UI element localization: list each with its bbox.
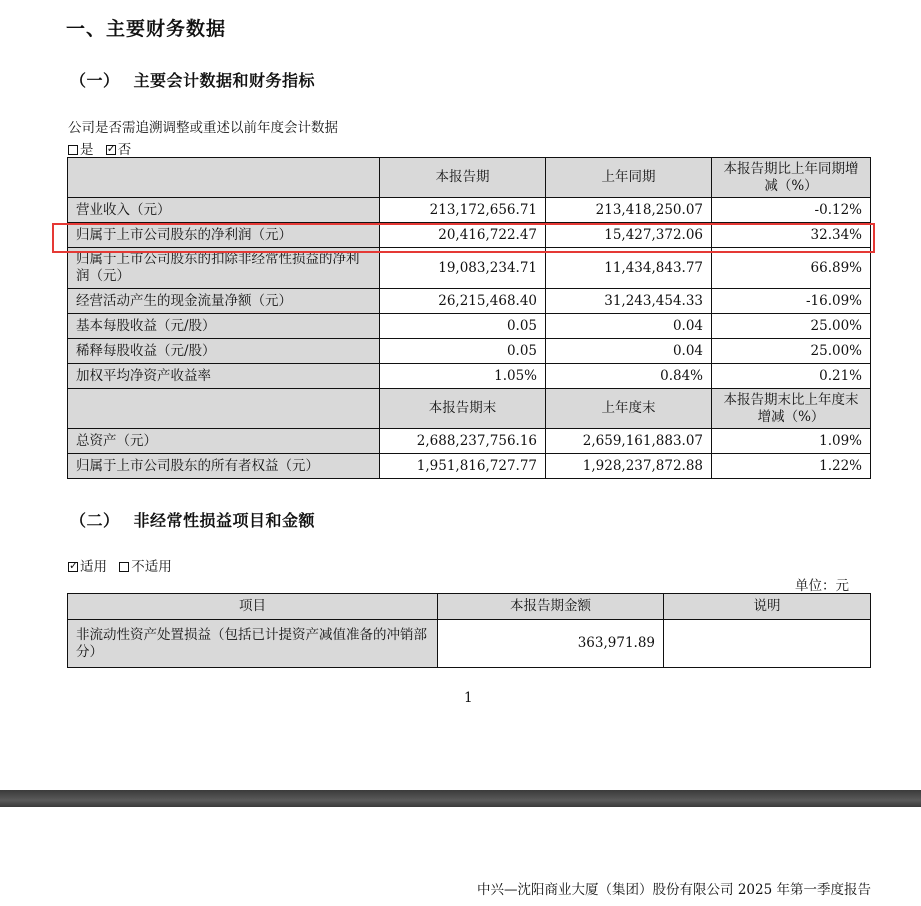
cell-change: 66.89% (712, 248, 871, 289)
cell-prior: 0.04 (546, 339, 712, 364)
row-label: 归属于上市公司股东的所有者权益（元） (68, 454, 380, 479)
applicable-label: 适用 (80, 559, 107, 575)
section-title: 一、主要财务数据 (66, 18, 227, 40)
cell-current: 0.05 (380, 314, 546, 339)
row-label: 归属于上市公司股东的净利润（元） (68, 223, 380, 248)
cell-prior: 0.04 (546, 314, 712, 339)
header-amount: 本报告期金额 (438, 594, 664, 620)
restate-no-label: 否 (117, 142, 132, 158)
cell-prior: 11,434,843.77 (546, 248, 712, 289)
cell-change: -16.09% (712, 289, 871, 314)
financial-data-table (67, 157, 871, 479)
subsection-1-number: （一） (70, 71, 120, 90)
cell-change: -0.12% (712, 198, 871, 223)
restate-yes-label: 是 (80, 142, 94, 158)
header-prior-year-end: 上年度末 (546, 389, 712, 429)
header-note: 说明 (664, 594, 871, 620)
checkbox-empty-icon[interactable] (68, 145, 78, 155)
restate-options (68, 138, 131, 158)
cell-current: 1,951,816,727.77 (380, 454, 546, 479)
header-period-end: 本报告期末 (380, 389, 546, 429)
cell-change: 32.34% (712, 223, 871, 248)
cell-note (664, 620, 871, 668)
table-header-row (68, 594, 871, 620)
cell-current: 20,416,722.47 (380, 223, 546, 248)
header-prior-period: 上年同期 (546, 158, 712, 198)
row-label: 基本每股收益（元/股） (68, 314, 380, 339)
header-change-percent: 本报告期比上年同期增减（%） (712, 158, 871, 198)
cell-current: 213,172,656.71 (380, 198, 546, 223)
cell-change: 0.21% (712, 364, 871, 389)
row-label: 总资产（元） (68, 429, 380, 454)
row-label: 经营活动产生的现金流量净额（元） (68, 289, 380, 314)
cell-change: 1.09% (712, 429, 871, 454)
subsection-1-heading (70, 68, 315, 91)
cell-current: 19,083,234.71 (380, 248, 546, 289)
table-header-row (68, 158, 871, 198)
row-label: 稀释每股收益（元/股） (68, 339, 380, 364)
cell-change: 25.00% (712, 314, 871, 339)
row-label: 归属于上市公司股东的扣除非经常性损益的净利润（元） (68, 248, 380, 289)
header-end-change-percent: 本报告期末比上年度末增减（%） (712, 389, 871, 429)
checkbox-checked-icon[interactable] (68, 562, 78, 572)
table-row (68, 248, 871, 289)
cell-prior: 31,243,454.33 (546, 289, 712, 314)
header-blank-cell (68, 389, 380, 429)
cell-change: 1.22% (712, 454, 871, 479)
cell-prior: 213,418,250.07 (546, 198, 712, 223)
subsection-2-number: （二） (70, 511, 120, 530)
table-header-row (68, 389, 871, 429)
highlight-box (52, 223, 875, 253)
checkbox-empty-icon[interactable] (119, 562, 129, 572)
table-row (68, 289, 871, 314)
cell-amount: 363,971.89 (438, 620, 664, 668)
subsection-2-heading (70, 508, 315, 531)
header-blank-cell (68, 158, 380, 198)
cell-current: 1.05% (380, 364, 546, 389)
row-label: 非流动性资产处置损益（包括已计提资产减值准备的冲销部分） (68, 620, 438, 668)
cell-prior: 1,928,237,872.88 (546, 454, 712, 479)
page-number: 1 (464, 690, 473, 706)
applicable-options (68, 555, 172, 575)
subsection-1-title: 主要会计数据和财务指标 (133, 71, 316, 90)
table-row (68, 429, 871, 454)
table-row (68, 620, 871, 668)
cell-current: 2,688,237,756.16 (380, 429, 546, 454)
subsection-2-title: 非经常性损益项目和金额 (133, 511, 316, 530)
row-label: 加权平均净资产收益率 (68, 364, 380, 389)
row-label: 营业收入（元） (68, 198, 380, 223)
restate-question: 公司是否需追溯调整或重述以前年度会计数据 (68, 120, 338, 136)
checkbox-checked-icon[interactable] (106, 145, 116, 155)
not-applicable-label: 不适用 (131, 559, 172, 575)
table-row (68, 314, 871, 339)
cell-change: 25.00% (712, 339, 871, 364)
cell-prior: 15,427,372.06 (546, 223, 712, 248)
table-row (68, 198, 871, 223)
cell-prior: 0.84% (546, 364, 712, 389)
non-recurring-items-table (67, 593, 871, 668)
cell-current: 0.05 (380, 339, 546, 364)
table-row (68, 454, 871, 479)
header-item: 项目 (68, 594, 438, 620)
header-current-period: 本报告期 (380, 158, 546, 198)
cell-prior: 2,659,161,883.07 (546, 429, 712, 454)
table-row (68, 364, 871, 389)
cell-current: 26,215,468.40 (380, 289, 546, 314)
unit-label: 单位：元 (795, 578, 849, 594)
table-row (68, 339, 871, 364)
footer-text: 中兴—沈阳商业大厦（集团）股份有限公司 2025 年第一季度报告 (477, 882, 871, 898)
page-divider-bar (0, 790, 921, 807)
